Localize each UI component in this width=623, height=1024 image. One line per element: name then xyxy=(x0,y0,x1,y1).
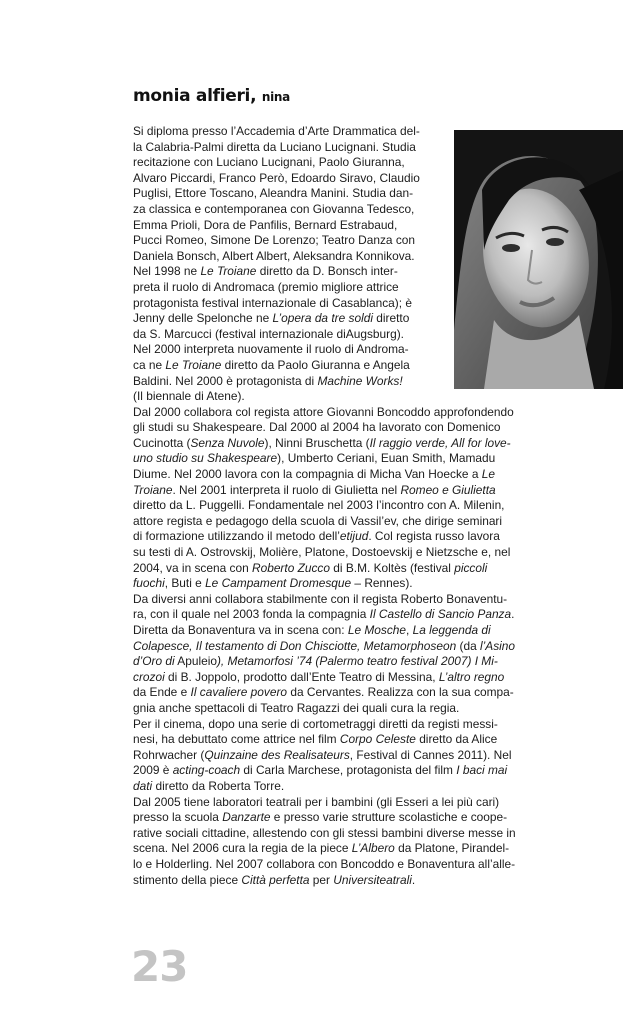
italic-title: Il raggio verde, All for love- xyxy=(369,435,511,450)
text-line xyxy=(133,389,447,405)
italic-title: Le Mosche xyxy=(347,623,406,637)
text-line xyxy=(133,498,573,514)
bio-title xyxy=(133,86,290,106)
italic-title: l’Asino xyxy=(480,638,516,653)
text-line xyxy=(133,342,447,358)
text-run: da Ende e xyxy=(133,685,191,700)
text-line xyxy=(133,202,447,218)
text-run: gli studi su Shakespeare. Dal 2000 al 2004 ha lavorato con Domenico xyxy=(133,420,501,435)
text-line xyxy=(133,483,573,499)
text-line xyxy=(133,623,573,639)
text-run: (Il biennale di Atene). xyxy=(133,389,245,404)
text-run: Cucinotta ( xyxy=(133,435,191,450)
italic-title: uno studio su Shakespeare xyxy=(133,451,278,466)
text-run: – Rennes). xyxy=(351,576,413,591)
text-line xyxy=(133,124,447,140)
text-run: attore regista e pedagogo della scuola di Vassil’ev, che dirige seminari xyxy=(133,513,503,528)
text-run: diretto xyxy=(372,311,410,326)
text-line xyxy=(133,467,573,483)
italic-title: Romeo e Giulietta xyxy=(400,482,496,497)
italic-title: piccoli xyxy=(454,560,488,575)
text-line xyxy=(133,436,573,452)
text-run: za classica e contemporanea con Giovanna Tedesco, xyxy=(133,201,415,216)
text-run: Nel 1998 ne xyxy=(133,264,201,279)
italic-title: Machine Works! xyxy=(317,373,403,388)
text-run: Jenny delle Spelonche ne xyxy=(133,311,273,326)
text-line xyxy=(133,826,573,842)
text-line xyxy=(133,748,573,764)
text-run: la Calabria-Palmi diretta da Luciano Lucignani. Studia xyxy=(133,139,416,154)
text-run: Emma Prioli, Dora de Panfilis, Bernard Estrabaud, xyxy=(133,217,398,232)
text-run: diretto da L. Puggelli. Fondamentale nel 2003 l’incontro con A. Milenin, xyxy=(133,498,505,513)
italic-title: Le Campament Dromesque xyxy=(205,576,352,591)
role-name: nina xyxy=(261,90,290,104)
text-run: Baldini. Nel 2000 è protagonista di xyxy=(133,373,318,388)
text-line xyxy=(133,779,573,795)
text-run: . Col regista russo lavora xyxy=(368,529,500,544)
text-run: , xyxy=(406,623,413,637)
text-line xyxy=(133,545,573,561)
text-line xyxy=(133,374,447,390)
italic-title: Città perfetta xyxy=(241,872,310,887)
text-line xyxy=(133,639,573,655)
text-line xyxy=(133,763,573,779)
italic-title: Danzarte xyxy=(222,810,271,825)
text-run: da S. Marcucci (festival internazionale diAugsburg). xyxy=(133,326,404,341)
text-line xyxy=(133,654,573,670)
text-line xyxy=(133,857,573,873)
italic-title: Troiane xyxy=(133,482,173,497)
text-line xyxy=(133,186,447,202)
text-run: ), Ninni Bruschetta ( xyxy=(264,435,370,450)
italic-title: Universiteatrali xyxy=(333,872,412,887)
text-line xyxy=(133,249,447,265)
text-run: . xyxy=(511,607,515,622)
italic-title: I baci mai xyxy=(456,763,508,778)
text-line xyxy=(133,327,447,343)
text-run: recitazione con Luciano Lucignani, Paolo Giuranna, xyxy=(133,155,405,170)
text-run: per xyxy=(309,872,334,887)
text-run: di B.M. Koltès (festival xyxy=(330,560,455,575)
text-run: Nel 2000 interpreta nuovamente il ruolo di Androma- xyxy=(133,342,409,357)
text-run: Per il cinema, dopo una serie di cortometraggi diretti da registi messi- xyxy=(133,716,498,731)
text-run: lo e Holderling. Nel 2007 collabora con Boncoddo e Bonaventura all’alle- xyxy=(133,856,516,871)
italic-title: Le Troiane xyxy=(200,264,257,279)
text-run: e presso varie strutture scolastiche e coope- xyxy=(270,810,508,825)
text-line xyxy=(133,264,447,280)
text-run: . Nel 2001 interpreta il ruolo di Giulietta nel xyxy=(172,482,401,497)
text-run: . xyxy=(411,872,416,887)
text-run: ca ne xyxy=(133,357,166,372)
text-run: stimento della piece xyxy=(133,872,242,887)
text-run: , Festival di Cannes 2011). Nel xyxy=(349,747,512,762)
text-run: , Buti e xyxy=(164,576,206,591)
italic-title: crozoi xyxy=(133,669,165,684)
text-run: Puglisi, Ettore Toscano, Aleandra Manini. Studia dan- xyxy=(133,186,414,201)
text-run: diretto da Roberta Torre. xyxy=(152,778,285,793)
italic-title: ), Metamorfosi ’74 (Palermo teatro festival 2007) I Mi- xyxy=(216,654,498,669)
text-run: Diume. Nel 2000 lavora con la compagnia di Micha Van Hoecke a xyxy=(133,467,482,482)
text-line xyxy=(133,311,447,327)
text-line xyxy=(133,561,573,577)
text-run: su testi di A. Ostrovskij, Molière, Platone, Dostoevskij e Nietzsche e, nel xyxy=(133,545,511,560)
text-run: Diretta da Bonaventura va in scena con: xyxy=(133,623,348,637)
text-line xyxy=(133,670,573,686)
text-run: Pucci Romeo, Simone De Lorenzo; Teatro Danza con xyxy=(133,233,416,248)
italic-title: Senza Nuvole xyxy=(190,435,265,450)
italic-title: L’opera da tre soldi xyxy=(272,311,373,326)
italic-title: Il Castello di Sancio Panza xyxy=(369,607,512,622)
italic-title: d’Oro di xyxy=(133,654,175,669)
text-line xyxy=(133,841,573,857)
text-line xyxy=(133,795,573,811)
text-line xyxy=(133,701,573,717)
text-run: diretto da Alice xyxy=(415,732,498,747)
italic-title: Il cavaliere povero xyxy=(190,685,288,700)
italic-title: acting-coach xyxy=(172,763,241,778)
text-run: di Carla Marchese, protagonista del film xyxy=(240,763,457,778)
text-run: ), Umberto Ceriani, Euan Smith, Mamadu xyxy=(277,451,496,466)
text-line xyxy=(133,140,447,156)
text-run: diretto da D. Bonsch inter- xyxy=(256,264,398,279)
text-run: Da diversi anni collabora stabilmente con il regista Roberto Bonaventu- xyxy=(133,591,508,606)
italic-title: Roberto Zucco xyxy=(252,560,330,575)
italic-title: Quinzaine des Realisateurs xyxy=(204,747,350,762)
text-line xyxy=(133,405,573,421)
text-line xyxy=(133,717,573,733)
italic-title: Colapesce, Il testamento di Don Chisciotte, Metamorphoseon xyxy=(133,638,457,653)
text-run: di formazione utilizzando il metodo dell’ xyxy=(133,529,340,544)
text-line xyxy=(133,529,573,545)
text-run: ra, con il quale nel 2003 fonda la compagnia xyxy=(133,607,370,622)
text-run: Apuleio xyxy=(174,654,217,669)
text-run: da Platone, Pirandel- xyxy=(394,841,510,856)
biography-text xyxy=(133,124,573,888)
text-run: diretto da Paolo Giuranna e Angela xyxy=(221,357,410,372)
text-line xyxy=(133,576,573,592)
italic-title: Le xyxy=(481,467,495,482)
italic-title: Le Troiane xyxy=(165,357,222,372)
text-line xyxy=(133,685,573,701)
text-line xyxy=(133,732,573,748)
actor-name: monia alfieri, xyxy=(133,86,257,106)
italic-title: La leggenda di xyxy=(412,623,491,637)
text-run: preta il ruolo di Andromaca (premio migliore attrice xyxy=(133,279,399,294)
text-run: nesi, ha debuttato come attrice nel film xyxy=(133,732,340,747)
text-run: Alvaro Piccardi, Franco Però, Edoardo Siravo, Claudio xyxy=(133,170,420,185)
text-run: presso la scuola xyxy=(133,810,223,825)
text-run: protagonista festival internazionale di Casablanca); è xyxy=(133,295,412,310)
text-line xyxy=(133,607,573,623)
text-run: di B. Joppolo, prodotto dall’Ente Teatro di Messina, xyxy=(164,669,439,684)
text-run: 2004, va in scena con xyxy=(133,560,252,575)
text-line xyxy=(133,218,447,234)
italic-title: etijud xyxy=(339,529,369,544)
text-line xyxy=(133,155,447,171)
text-line xyxy=(133,358,447,374)
page-number: 23 xyxy=(131,942,188,991)
text-run: Si diploma presso l’Accademia d’Arte Drammatica del- xyxy=(133,124,420,138)
text-run: Dal 2005 tiene laboratori teatrali per i bambini (gli Esseri a lei più cari) xyxy=(133,794,500,809)
text-run: Daniela Bonsch, Albert Albert, Aleksandra Konnikova. xyxy=(133,248,415,263)
italic-title: L’Albero xyxy=(351,841,395,856)
text-run: da Cervantes. Realizza con la sua compa- xyxy=(287,685,514,700)
text-line xyxy=(133,873,573,889)
text-line xyxy=(133,420,573,436)
text-run: 2009 è xyxy=(133,763,173,778)
italic-title: Corpo Celeste xyxy=(339,732,416,747)
text-line xyxy=(133,451,573,467)
text-run: (da xyxy=(456,638,480,653)
text-run: Rohrwacher ( xyxy=(133,747,205,762)
text-line xyxy=(133,280,447,296)
text-run: gnia anche spettacoli di Teatro Ragazzi dei quali cura la regia. xyxy=(133,700,460,715)
italic-title: dati xyxy=(133,778,153,793)
text-line xyxy=(133,296,447,312)
text-run: Dal 2000 collabora col regista attore Giovanni Boncoddo approfondendo xyxy=(133,404,514,419)
italic-title: L’altro regno xyxy=(438,669,505,684)
text-run: rative sociali cittadine, allestendo con gli stessi bambini diverse messe in xyxy=(133,825,516,840)
text-line xyxy=(133,810,573,826)
text-line xyxy=(133,171,447,187)
text-line xyxy=(133,514,573,530)
text-run: scena. Nel 2006 cura la regia de la piece xyxy=(133,841,352,856)
text-line xyxy=(133,592,573,608)
text-line xyxy=(133,233,447,249)
italic-title: fuochi xyxy=(133,576,165,591)
